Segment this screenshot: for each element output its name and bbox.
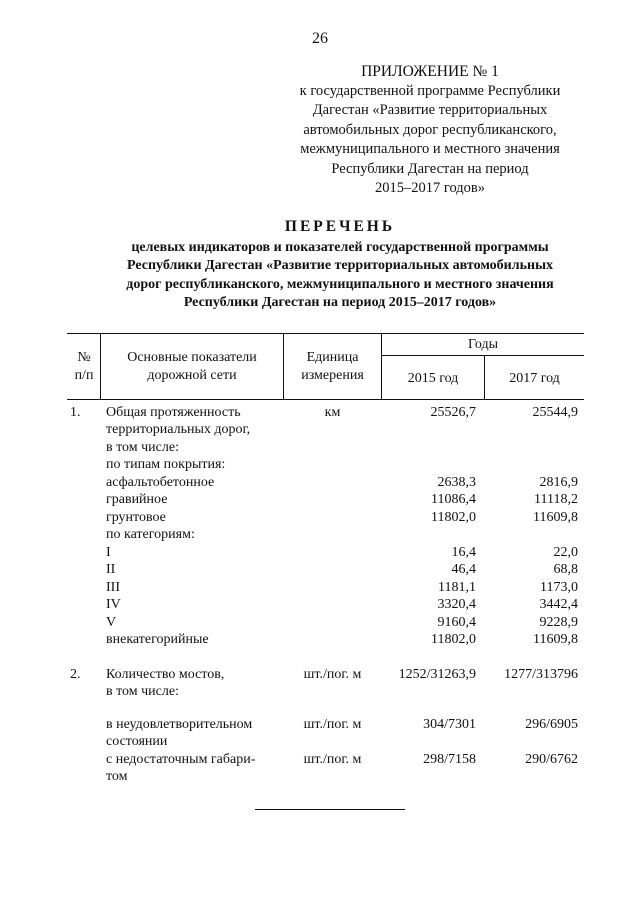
unit-cell: км (324, 405, 341, 420)
value-2017: 11609,8 (533, 510, 578, 525)
title-line: дорог республиканского, межмуниципального и местного значения (126, 276, 554, 292)
years-divider-rule (381, 355, 584, 356)
value-2015: 11086,4 (431, 492, 476, 507)
title-line: Республики Дагестан на период 2015–2017 годов» (183, 295, 497, 310)
indicator-label: внекатегорийные (106, 632, 209, 647)
document-title (60, 218, 620, 313)
header-unit: Единица измерения (301, 350, 364, 383)
header-year-2017: 2017 год (509, 371, 560, 386)
footer-rule (255, 809, 405, 810)
header-year-2015: 2015 год (407, 371, 459, 386)
row-number: 1. (70, 405, 81, 420)
indicator-label: в том числе: (106, 684, 179, 699)
title-line: Республики Дагестан «Развитие территориальных автомобильных (127, 258, 553, 273)
header-bottom-rule (67, 399, 584, 400)
indicator-label: I (106, 545, 111, 560)
indicator-label: в том числе: (106, 440, 179, 455)
title-main: ПЕРЕЧЕНЬ (284, 218, 396, 235)
value-2015: 3320,4 (437, 597, 476, 612)
value-2015: 1252/31263,9 (398, 667, 476, 682)
title-line: целевых индикаторов и показателей государственной программы (131, 239, 549, 255)
indicator-label: территориальных дорог, (106, 422, 251, 437)
appendix-line: межмуниципального и местного значения (300, 141, 560, 157)
header-number: № п/п (74, 350, 94, 383)
appendix-block (280, 62, 580, 199)
indicator-label: том (106, 769, 128, 784)
value-2017: 25544,9 (532, 405, 578, 420)
value-2017: 296/6905 (525, 717, 578, 732)
value-2015: 298/7158 (423, 752, 476, 767)
row-number: 2. (70, 667, 81, 682)
appendix-line: к государственной программе Республики (299, 82, 561, 99)
value-2017: 2816,9 (539, 475, 578, 490)
value-2017: 9228,9 (539, 615, 578, 630)
value-2017: 1173,0 (540, 580, 578, 595)
indicator-label: V (106, 615, 117, 630)
value-2017: 22,0 (553, 545, 578, 560)
value-2015: 1181,1 (438, 580, 476, 595)
appendix-heading: ПРИЛОЖЕНИЕ № 1 (361, 63, 499, 80)
indicator-label: Количество мостов, (106, 667, 225, 682)
value-2015: 11802,0 (431, 632, 476, 647)
indicator-label: с недостаточным габари- (106, 752, 256, 767)
indicator-label: II (106, 562, 116, 577)
value-2017: 11609,8 (533, 632, 578, 647)
header-years: Годы (468, 337, 498, 352)
table-top-rule (67, 333, 584, 334)
page-number: 26 (312, 30, 328, 47)
value-2017: 1277/313796 (504, 667, 578, 682)
value-2017: 68,8 (553, 562, 578, 577)
indicator-label: по категориям: (106, 527, 195, 542)
value-2015: 25526,7 (430, 405, 476, 420)
appendix-line: автомобильных дорог республиканского, (303, 121, 557, 138)
value-2015: 46,4 (451, 562, 476, 577)
value-2015: 304/7301 (423, 717, 476, 732)
value-2015: 9160,4 (437, 615, 476, 630)
indicator-label: грунтовое (106, 510, 166, 525)
indicator-label: состоянии (106, 734, 168, 749)
unit-cell: шт./пог. м (303, 752, 362, 767)
unit-cell: шт./пог. м (303, 717, 362, 732)
value-2015: 11802,0 (431, 510, 476, 525)
value-2017: 11118,2 (534, 492, 578, 507)
value-2015: 16,4 (451, 545, 476, 560)
appendix-line: Республики Дагестан на период (331, 160, 529, 177)
header-indicator: Основные показатели дорожной сети (127, 350, 257, 383)
value-2017: 3442,4 (539, 597, 578, 612)
value-2017: 290/6762 (525, 752, 578, 767)
appendix-line: Дагестан «Развитие территориальных (312, 102, 548, 118)
indicator-label: в неудовлетворительном (106, 717, 253, 732)
indicator-label: III (106, 580, 120, 595)
unit-cell: шт./пог. м (303, 667, 362, 682)
indicator-label: асфальтобетонное (106, 475, 215, 490)
indicator-label: Общая протяженность (106, 405, 241, 420)
indicator-label: по типам покрытия: (106, 457, 226, 472)
indicator-label: гравийное (106, 492, 168, 507)
indicator-label: IV (106, 597, 121, 612)
appendix-line: 2015–2017 годов» (374, 180, 486, 196)
value-2015: 2638,3 (437, 475, 476, 490)
